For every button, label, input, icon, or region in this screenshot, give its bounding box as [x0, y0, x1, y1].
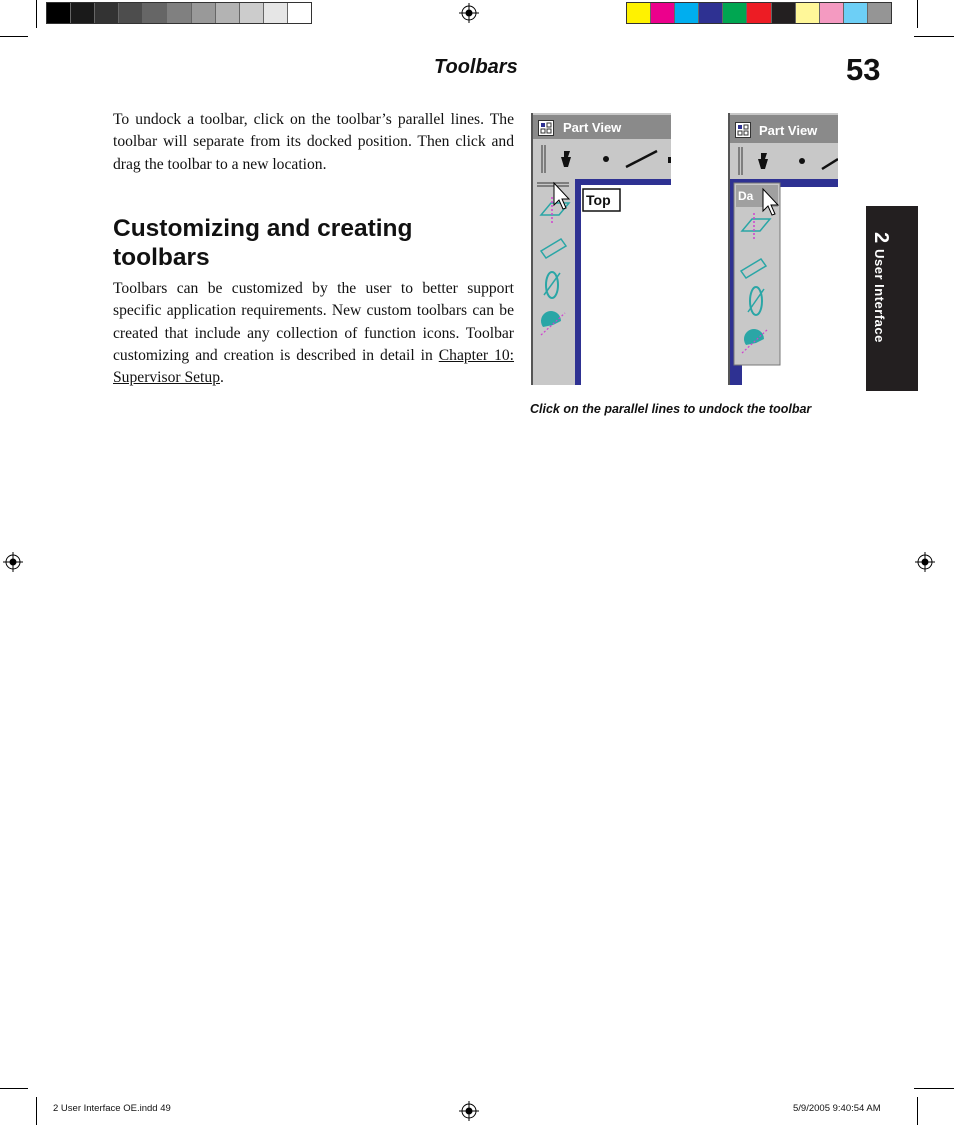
- color-calibration-bar: [626, 2, 892, 24]
- undocked-toolbar-screenshot: [728, 113, 838, 385]
- registration-mark-icon: [3, 552, 23, 572]
- color-swatch: [868, 3, 891, 23]
- chapter-label: User Interface: [872, 249, 887, 343]
- color-swatch: [143, 3, 167, 23]
- chapter-number: 2: [870, 232, 892, 244]
- registration-mark-icon: [459, 1101, 479, 1121]
- part-view-window-icon: [538, 120, 554, 136]
- color-swatch: [288, 3, 311, 23]
- color-swatch: [119, 3, 143, 23]
- grayscale-calibration-bar: [46, 2, 312, 24]
- top-view-label: Top: [586, 192, 611, 208]
- chapter-side-tab: [866, 206, 918, 391]
- color-swatch: [796, 3, 820, 23]
- registration-mark-icon: [459, 3, 479, 23]
- color-swatch: [844, 3, 868, 23]
- section-body-end: .: [220, 369, 224, 387]
- footer-file-info: 2 User Interface OE.indd 49: [53, 1103, 171, 1114]
- crop-mark: [0, 36, 28, 37]
- color-swatch: [47, 3, 71, 23]
- docked-toolbar-screenshot: [531, 113, 671, 385]
- crop-mark: [914, 36, 954, 37]
- crop-mark: [917, 1097, 918, 1125]
- chapter-link[interactable]: Chapter 10: Supervisor Setup: [113, 346, 515, 387]
- color-swatch: [264, 3, 288, 23]
- color-swatch: [675, 3, 699, 23]
- color-swatch: [71, 3, 95, 23]
- right-window-title: Part View: [759, 123, 818, 138]
- color-swatch: [192, 3, 216, 23]
- color-swatch: [95, 3, 119, 23]
- color-swatch: [167, 3, 191, 23]
- part-view-window-icon: [735, 122, 751, 138]
- color-swatch: [627, 3, 651, 23]
- figure-caption: Click on the parallel lines to undock the toolbar: [530, 402, 812, 416]
- footer-timestamp: 5/9/2005 9:40:54 AM: [793, 1103, 881, 1114]
- intro-paragraph: To undock a toolbar, click on the toolbar’s parallel lines. The toolbar will separate from its docked position. Then click and drag the toolbar to a new location.: [113, 111, 514, 173]
- page-number: 53: [846, 52, 881, 87]
- section-heading: Customizing and creating toolbars: [113, 215, 413, 271]
- color-swatch: [699, 3, 723, 23]
- section-paragraph: [113, 278, 514, 389]
- registration-mark-icon: [915, 552, 935, 572]
- crop-mark: [0, 1088, 28, 1089]
- crop-mark: [914, 1088, 954, 1089]
- color-swatch: [216, 3, 240, 23]
- color-swatch: [240, 3, 264, 23]
- left-window-title: Part View: [563, 120, 622, 135]
- floating-toolbar-title: Da: [738, 189, 754, 203]
- color-swatch: [651, 3, 675, 23]
- color-swatch: [772, 3, 796, 23]
- running-header-title: Toolbars: [434, 56, 518, 78]
- section-body-text: Toolbars can be customized by the user to better support specific application requirements. New custom toolbars can be created that include any collection of function icons. Toolbar customizing and creation is described in detail in: [113, 280, 514, 364]
- crop-mark: [917, 0, 918, 28]
- color-swatch: [747, 3, 771, 23]
- crop-mark: [36, 0, 37, 28]
- crop-mark: [36, 1097, 37, 1125]
- color-swatch: [723, 3, 747, 23]
- color-swatch: [820, 3, 844, 23]
